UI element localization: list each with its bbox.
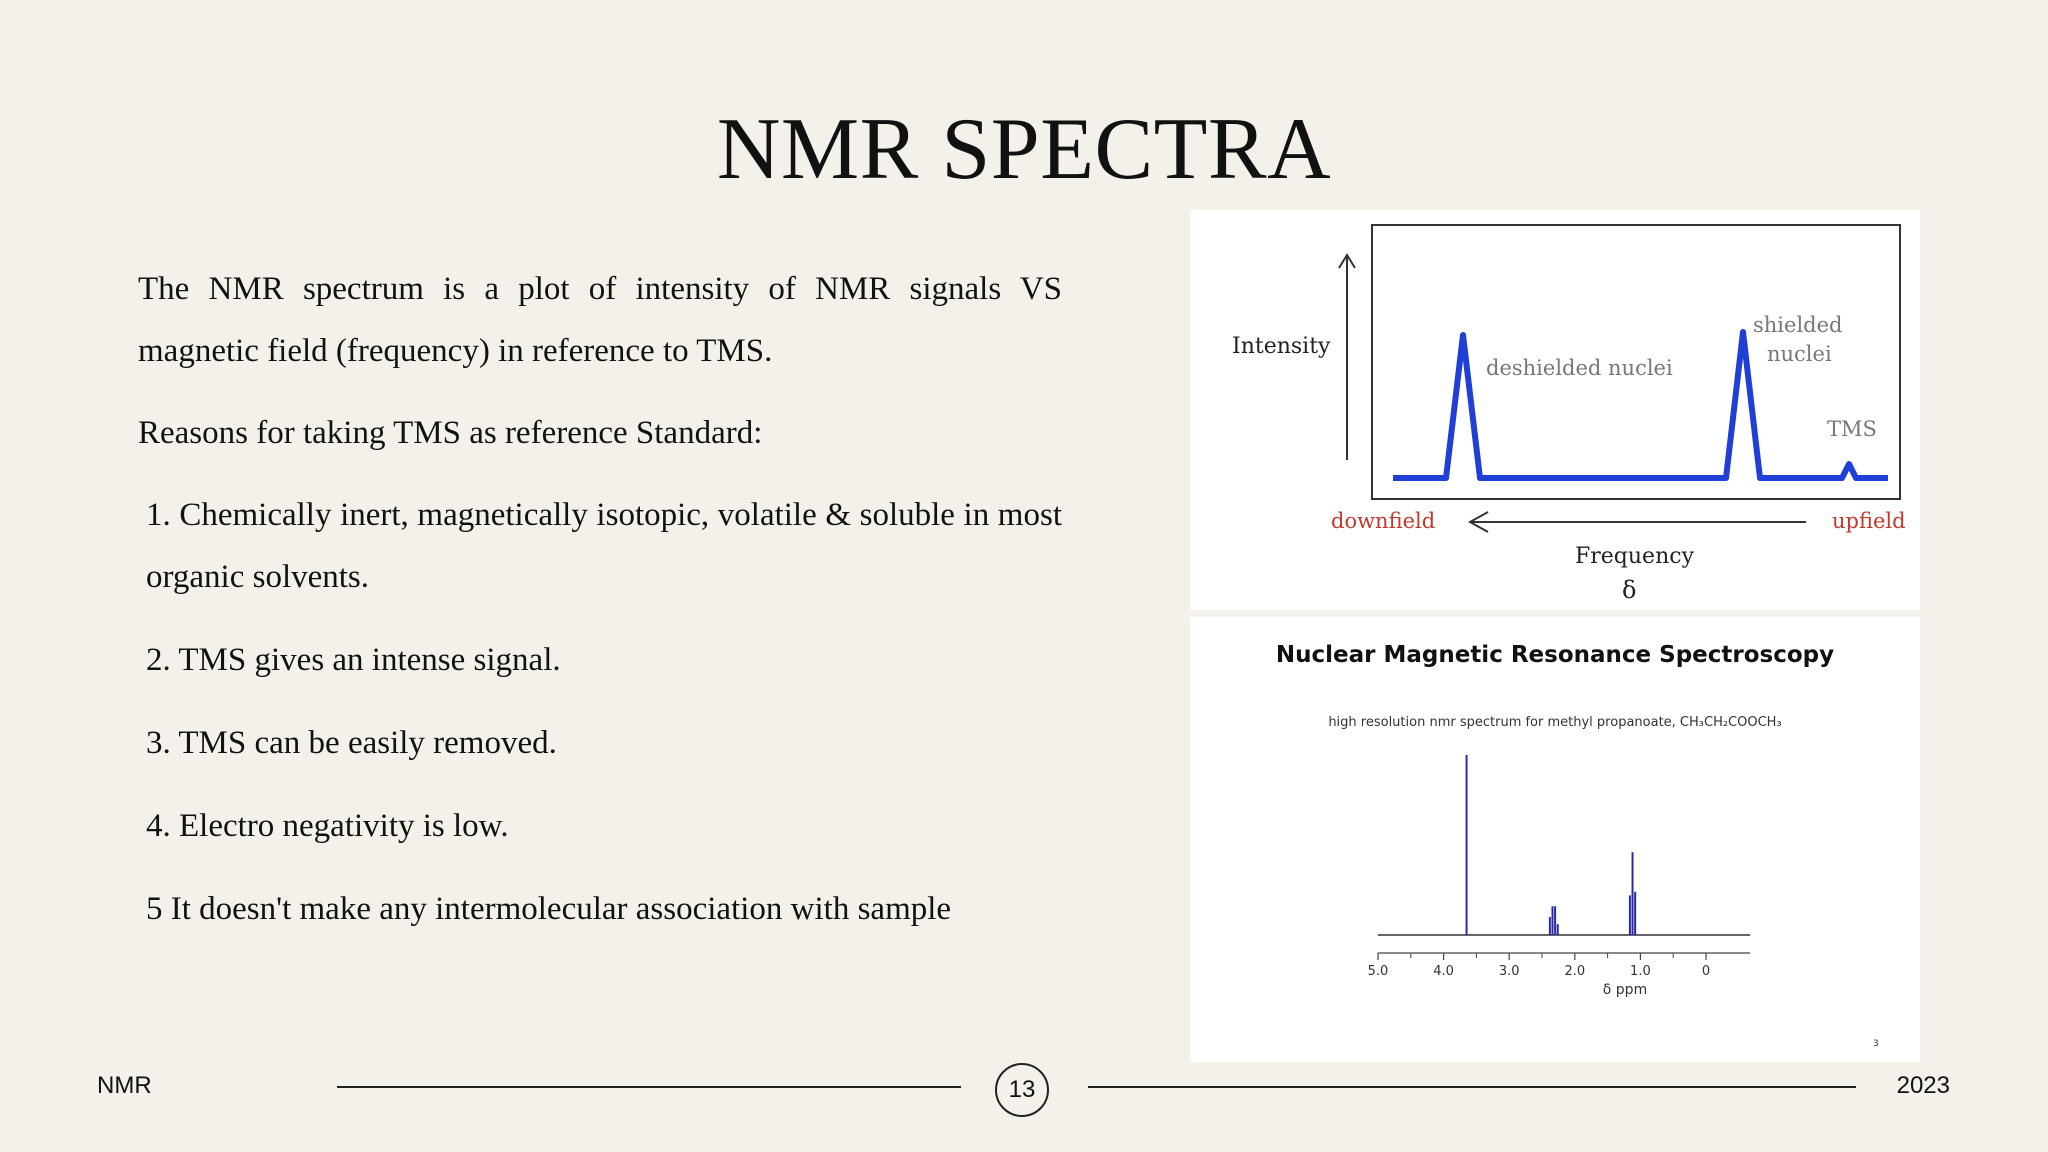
downfield-label: downfield bbox=[1331, 509, 1436, 533]
spectrum-peaks bbox=[1467, 755, 1636, 935]
ppm-tick-label: 4.0 bbox=[1433, 964, 1454, 979]
frequency-label: Frequency bbox=[1575, 544, 1694, 569]
list-item: 5 It doesn't make any intermolecular association with sample bbox=[146, 891, 952, 927]
schematic-spectrum-svg bbox=[1190, 210, 1920, 610]
schematic-spectrum-figure bbox=[1190, 210, 1920, 610]
ppm-tick-label: 3.0 bbox=[1498, 964, 1520, 979]
shielded-label-line1: shielded bbox=[1753, 313, 1843, 337]
footer-topic: NMR bbox=[97, 1072, 152, 1099]
corner-mark: 3 bbox=[1873, 1039, 1879, 1049]
high-resolution-spectrum-svg bbox=[1190, 617, 1920, 1062]
delta-symbol: δ bbox=[1622, 576, 1637, 604]
list-item: 1. Chemically inert, magnetically isotopic, volatile & soluble in most organic solvents. bbox=[146, 497, 1062, 595]
ppm-tick-label: 1.0 bbox=[1630, 964, 1651, 979]
spectrum-subtitle: high resolution nmr spectrum for methyl propanoate, CH₃CH₂COOCH₃ bbox=[1328, 715, 1782, 730]
ppm-tick-label: 5.0 bbox=[1367, 964, 1389, 979]
intensity-label: Intensity bbox=[1232, 334, 1331, 359]
tms-label: TMS bbox=[1827, 417, 1877, 441]
intro-paragraph: The NMR spectrum is a plot of intensity of NMR signals VS magnetic field (frequency) in reference to TMS. bbox=[138, 271, 1062, 369]
high-resolution-spectrum-figure bbox=[1190, 617, 1920, 1062]
spectrum-title: Nuclear Magnetic Resonance Spectroscopy bbox=[1275, 642, 1835, 668]
footer-rule-right bbox=[1088, 1086, 1856, 1088]
ppm-axis-label: δ ppm bbox=[1602, 982, 1648, 998]
list-item: 2. TMS gives an intense signal. bbox=[146, 642, 561, 678]
list-item: 4. Electro negativity is low. bbox=[146, 808, 509, 844]
list-item: 3. TMS can be easily removed. bbox=[146, 725, 557, 761]
upfield-label: upfield bbox=[1832, 509, 1906, 533]
page-number: 13 bbox=[995, 1063, 1049, 1117]
slide-body bbox=[138, 258, 1062, 961]
ppm-tick-label: 2.0 bbox=[1564, 964, 1586, 979]
footer-year: 2023 bbox=[1896, 1072, 1950, 1099]
reasons-heading: Reasons for taking TMS as reference Standard: bbox=[138, 415, 763, 451]
ppm-tick-label: 0 bbox=[1701, 964, 1711, 979]
deshielded-label: deshielded nuclei bbox=[1486, 356, 1673, 380]
shielded-label-line2: nuclei bbox=[1767, 342, 1832, 366]
ppm-ticks bbox=[1368, 953, 1710, 979]
footer-rule-left bbox=[337, 1086, 961, 1088]
slide-title: NMR SPECTRA bbox=[716, 101, 1332, 198]
